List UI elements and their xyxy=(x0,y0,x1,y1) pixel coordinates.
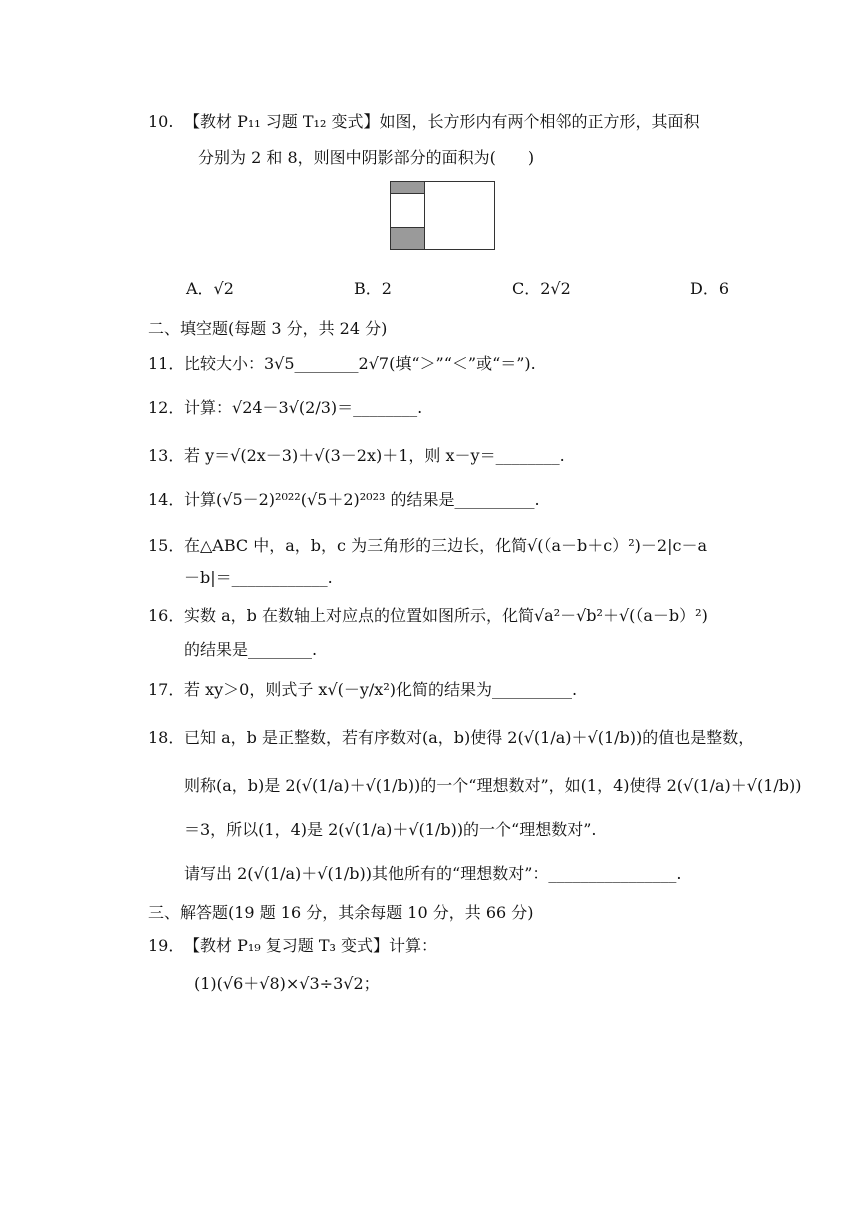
q14-number: 14． xyxy=(148,490,185,509)
q16-text-line2: 的结果是________. xyxy=(184,640,318,659)
large-square xyxy=(425,182,495,250)
q19-sub1-text: (1)(√6＋√8)×√3÷3√2； xyxy=(194,974,380,993)
q17-text: 若 xy＞0，则式子 x√(－y/x²)化简的结果为__________. xyxy=(184,680,578,699)
q14-text: 计算(√5－2)²⁰²²(√5＋2)²⁰²³ 的结果是__________. xyxy=(184,490,540,509)
q15-text-line2: －b|＝____________. xyxy=(184,568,333,587)
q18-text-line3: ＝3，所以(1，4)是 2(√(1/a)＋√(1/b))的一个“理想数对”. xyxy=(184,820,597,839)
q10-choice-a: A．√2 xyxy=(186,279,234,298)
shaded-region-top xyxy=(391,182,425,194)
q18-text-line1: 已知 a，b 是正整数，若有序数对(a，b)使得 2(√(1/a)＋√(1/b))的值也是整数， xyxy=(184,728,755,747)
q11-number: 11． xyxy=(148,354,185,373)
q12-text: 计算：√24－3√(2/3)＝________. xyxy=(184,398,423,417)
q19-text: 【教材 P₁₉ 复习题 T₃ 变式】计算： xyxy=(184,936,438,955)
q10-text-line2: 分别为 2 和 8，则图中阴影部分的面积为( ) xyxy=(198,148,535,167)
q12-number: 12． xyxy=(148,398,185,417)
q16-text-line1: 实数 a，b 在数轴上对应点的位置如图所示，化简√a²－√b²＋√(（a－b）²) xyxy=(184,606,708,625)
section-3-heading: 三、解答题(19 题 16 分，其余每题 10 分，共 66 分) xyxy=(148,903,534,922)
q18-text-line2: 则称(a，b)是 2(√(1/a)＋√(1/b))的一个“理想数对”，如(1，4)使得 2(√(1/a)＋√(1/b)) xyxy=(184,776,802,795)
small-square xyxy=(391,194,425,228)
rectangle-squares-figure xyxy=(390,181,496,251)
q10-choice-c: C．2√2 xyxy=(512,279,571,298)
q10-choice-d: D．6 xyxy=(690,279,730,298)
shaded-region-bottom xyxy=(391,228,425,250)
section-2-heading: 二、填空题(每题 3 分，共 24 分) xyxy=(148,319,388,338)
q10-number: 10. xyxy=(148,112,174,131)
q10-text-line1: 【教材 P₁₁ 习题 T₁₂ 变式】如图，长方形内有两个相邻的正方形，其面积 xyxy=(184,112,700,131)
q18-number: 18． xyxy=(148,728,185,747)
q17-number: 17． xyxy=(148,680,185,699)
q13-number: 13． xyxy=(148,446,185,465)
q13-text: 若 y＝√(2x－3)＋√(3－2x)＋1，则 x－y＝________. xyxy=(184,446,565,465)
q11-text: 比较大小：3√5________2√7(填“＞”“＜”或“＝”). xyxy=(184,354,536,373)
q18-text-line4: 请写出 2(√(1/a)＋√(1/b))其他所有的“理想数对”：________________. xyxy=(184,864,682,883)
q15-number: 15． xyxy=(148,536,185,555)
q10-choice-b: B．2 xyxy=(354,279,392,298)
q19-number: 19． xyxy=(148,936,185,955)
q15-text-line1: 在△ABC 中，a，b，c 为三角形的三边长，化简√(（a－b＋c）²)－2|c－a xyxy=(184,536,707,555)
q16-number: 16． xyxy=(148,606,185,625)
